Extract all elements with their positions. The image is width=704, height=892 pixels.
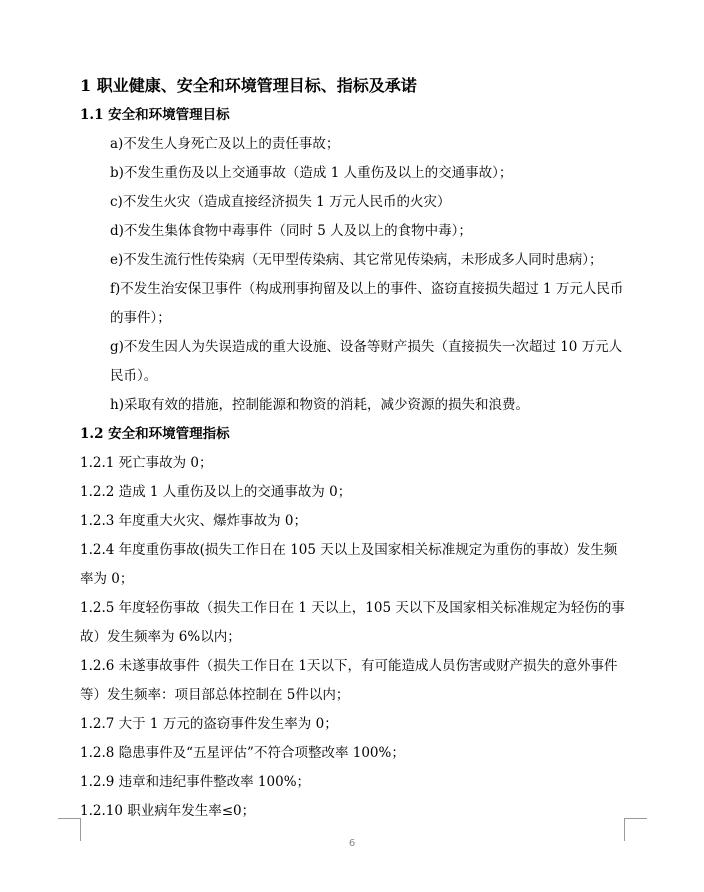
- section-heading-1-2: 1.2 安全和环境管理指标: [80, 426, 230, 442]
- list-item: 1.2.8 隐患事件及“五星评估”不符合项整改率 100%；: [80, 745, 405, 761]
- list-item: b)不发生重伤及以上交通事故（造成 1 人重伤及以上的交通事故）；: [110, 165, 513, 181]
- list-item: c)不发生火灾（造成直接经济损失 1 万元人民币的火灾）: [110, 194, 451, 210]
- chapter-heading: 1 职业健康、安全和环境管理目标、指标及承诺: [80, 76, 417, 95]
- footer-corner-mark-left: [58, 818, 81, 841]
- page-content: [80, 71, 628, 826]
- list-item: 1.2.7 大于 1 万元的盗窃事件发生率为 0；: [80, 716, 338, 732]
- list-item: d)不发生集体食物中毒事件（同时 5 人及以上的食物中毒）；: [110, 223, 472, 239]
- list-item: 1.2.5 年度轻伤事故（损失工作日在 1 天以上，105 天以下及国家相关标准规定为轻伤的事故）发生频率为 6%以内；: [80, 600, 625, 645]
- list-item: 1.2.1 死亡事故为 0；: [80, 455, 213, 471]
- list-item: g)不发生因人为失误造成的重大设施、设备等财产损失（直接损失一次超过 10 万元人民币）。: [110, 339, 623, 384]
- list-item: e)不发生流行性传染病（无甲型传染病、其它常见传染病，未形成多人同时患病）；: [110, 252, 603, 268]
- list-item: h)采取有效的措施，控制能源和物资的消耗，减少资源的损失和浪费。: [110, 397, 529, 413]
- list-item: a)不发生人身死亡及以上的责任事故；: [110, 136, 340, 152]
- page-number: 6: [348, 838, 356, 849]
- list-item: 1.2.6 未遂事故事件（损失工作日在 1天以下，有可能造成人员伤害或财产损失的意外事件等）发生频率：项目部总体控制在 5件以内；: [80, 658, 618, 703]
- list-item: 1.2.2 造成 1 人重伤及以上的交通事故为 0；: [80, 484, 352, 500]
- list-item: 1.2.3 年度重大火灾、爆炸事故为 0；: [80, 513, 308, 529]
- list-item: f)不发生治安保卫事件（构成刑事拘留及以上的事件、盗窃直接损失超过 1 万元人民币的事件）；: [110, 281, 624, 326]
- footer-corner-mark-right: [624, 818, 647, 841]
- list-item: 1.2.9 违章和违纪事件整改率 100%；: [80, 774, 311, 790]
- list-item: 1.2.10 职业病年发生率≤0；: [80, 803, 256, 819]
- section-heading-1-1: 1.1 安全和环境管理目标: [80, 107, 230, 123]
- list-item: 1.2.4 年度重伤事故(损失工作日在 105 天以上及国家相关标准规定为重伤的事故）发生频率为 0；: [80, 542, 618, 587]
